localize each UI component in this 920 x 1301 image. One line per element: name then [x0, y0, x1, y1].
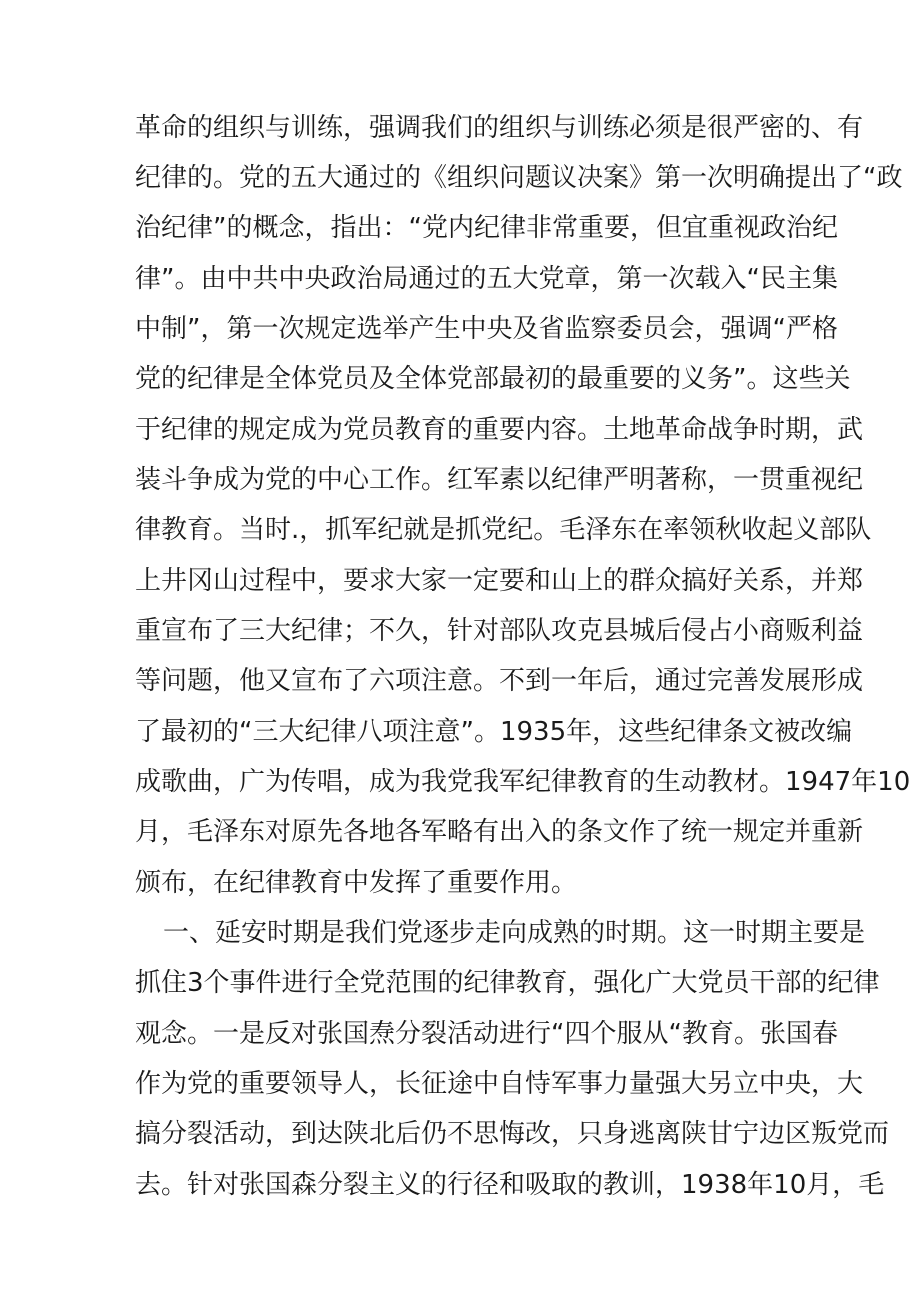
- paragraph-1-line-7: 于纪律的规定成为党员教育的重要内容。土地革命战争时期，武: [135, 415, 864, 445]
- paragraph-1-line-3: 治纪律”的概念，指出：“党内纪律非常重要，但宜重视政治纪: [135, 213, 838, 243]
- paragraph-1-line-6: 党的纪律是全体党员及全体党部最初的最重要的义务”。这些关: [135, 364, 851, 394]
- paragraph-2-line-1: 一、延安时期是我们党逐步走向成熟的时期。这一时期主要是: [163, 918, 866, 948]
- paragraph-1-line-11: 重宣布了三大纪律；不久，针对部队攻克县城后侵占小商贩利益: [135, 616, 864, 646]
- paragraph-1-line-16: 颁布，在纪律教育中发挥了重要作用。: [135, 868, 578, 898]
- paragraph-1-line-12: 等问题，他又宣布了六项注意。不到一年后，通过完善发展形成: [135, 666, 864, 696]
- paragraph-2-line-5: 搞分裂活动，到达陕北后仍不思悔改，只身逃离陕甘宁边区叛党而: [135, 1119, 890, 1149]
- paragraph-2-line-3: 观念。一是反对张国焘分裂活动进行“四个服从“教育。张国春: [135, 1019, 838, 1049]
- paragraph-1-line-4: 律”。由中共中央政治局通过的五大党章，第一次载入“民主集: [135, 264, 838, 294]
- paragraph-2-line-6: 去。针对张国森分裂主义的行径和吸取的教训，1938年10月，毛: [135, 1170, 885, 1200]
- paragraph-1-line-5: 中制”，第一次规定选举产生中央及省监察委员会，强调“严格: [135, 314, 838, 344]
- paragraph-1-line-9: 律教育。当时.，抓军纪就是抓党纪。毛泽东在率领秋收起义部队: [135, 515, 872, 545]
- paragraph-2-line-2: 抓住3个事件进行全党范围的纪律教育，强化广大党员干部的纪律: [135, 968, 880, 998]
- paragraph-1-line-8: 装斗争成为党的中心工作。红军素以纪律严明著称，一贯重视纪: [135, 465, 864, 495]
- paragraph-1-line-10: 上井冈山过程中，要求大家一定要和山上的群众搞好关系，并郑: [135, 566, 864, 596]
- paragraph-1-line-15: 月，毛泽东对原先各地各军略有出入的条文作了统一规定并重新: [135, 817, 864, 847]
- paragraph-1-line-1: 革命的组织与训练，强调我们的组织与训练必须是很严密的、有: [135, 113, 864, 143]
- paragraph-2-line-4: 作为党的重要领导人，长征途中自恃军事力量强大另立中央，大: [135, 1069, 864, 1099]
- paragraph-1-line-2: 纪律的。党的五大通过的《组织问题议决案》第一次明确提出了“政: [135, 163, 903, 193]
- paragraph-1-line-13: 了最初的“三大纪律八项注意”。1935年，这些纪律条文被改编: [135, 717, 853, 747]
- paragraph-1-line-14: 成歌曲，广为传唱，成为我党我军纪律教育的生动教材。1947年10: [135, 767, 911, 797]
